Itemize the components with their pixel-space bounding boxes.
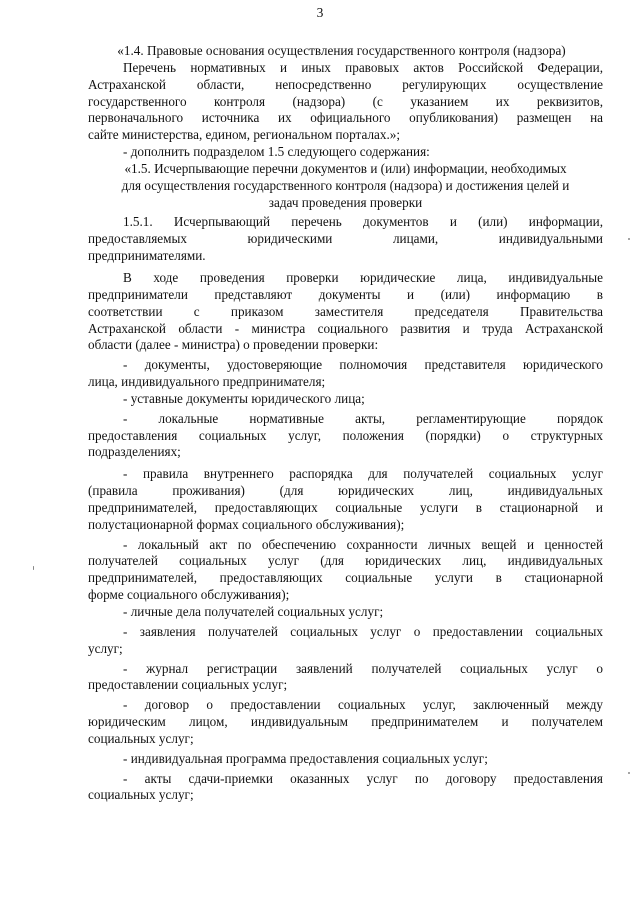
intro-paragraph xyxy=(88,270,603,354)
document-list-item xyxy=(88,411,603,462)
text-line: Астраханской области, непосредственно регулирующих осуществление xyxy=(88,76,603,92)
text-line: (правила проживания) (для юридических лиц, индивидуальных xyxy=(88,483,603,499)
text-line: предпринимателей, предоставляющих социальные услуги в стационарной и xyxy=(88,499,603,515)
page-number: 3 xyxy=(316,5,324,20)
text-line: - локальный акт по обеспечению сохранности личных вещей и ценностей xyxy=(123,536,603,552)
text-line: юридическим лицом, индивидуальным предпринимателем и получателем xyxy=(88,714,603,730)
text-line: Перечень нормативных и иных правовых актов Российской Федерации, xyxy=(123,59,603,75)
section-1-4-title: «1.4. Правовые основания осуществления государственного контроля (надзора) xyxy=(117,43,566,58)
text-line: предоставляемых юридическими лицами, индивидуальными xyxy=(88,231,603,247)
text-line: - уставные документы юридического лица; xyxy=(123,390,365,406)
document-list-item xyxy=(88,661,603,695)
text-line: Астраханской области - министра социального развития и труда Астраханской xyxy=(88,320,603,336)
text-line: - журнал регистрации заявлений получателей социальных услуг о xyxy=(123,660,603,676)
document-list-item xyxy=(88,771,603,805)
text-line: полустационарной формах социального обслуживания); xyxy=(88,516,405,532)
text-line: лица, индивидуального предпринимателя; xyxy=(88,374,326,390)
text-line: - заявления получателей социальных услуг о предоставлении социальных xyxy=(123,623,603,639)
text-line: соответствии с приказом заместителя председателя Правительства xyxy=(88,303,603,319)
document-list-item xyxy=(88,466,603,533)
document-list-item xyxy=(88,624,603,658)
document-list-item xyxy=(88,391,603,408)
scan-speck xyxy=(628,772,630,774)
text-line: 1.5.1. Исчерпывающий перечень документов и (или) информации, xyxy=(123,214,603,230)
section-1-5-title xyxy=(88,161,603,212)
text-line: подразделениях; xyxy=(88,444,181,460)
document-body xyxy=(88,43,603,804)
text-line: предоставлении социальных услуг; xyxy=(88,677,288,693)
document-list-item xyxy=(88,357,603,391)
document-list-item xyxy=(88,751,603,768)
text-line: предпринимателей, предоставляющих социальные услуги в стационарной xyxy=(88,570,603,586)
scan-speck xyxy=(33,566,34,570)
text-line: форме социального обслуживания); xyxy=(88,587,290,603)
text-line: - локальные нормативные акты, регламентирующие порядок xyxy=(123,410,603,426)
text-line: - индивидуальная программа предоставления социальных услуг; xyxy=(123,750,488,766)
text-line: - правила внутреннего распорядка для получателей социальных услуг xyxy=(123,466,603,482)
text-line: - документы, удостоверяющие полномочия представителя юридического xyxy=(123,357,603,373)
document-list-item xyxy=(88,537,603,604)
text-line: В ходе проведения проверки юридические лица, индивидуальные xyxy=(123,269,603,285)
document-list-item xyxy=(88,697,603,748)
text-line: - личные дела получателей социальных услуг; xyxy=(123,604,384,619)
text-line: получателей социальных услуг (для юридических лиц, индивидуальных xyxy=(88,553,603,569)
paragraph-1-5-1 xyxy=(88,214,603,265)
text-line: социальных услуг; xyxy=(88,787,194,803)
text-line: предпринимателями. xyxy=(88,248,206,264)
amendment-instruction: - дополнить подразделом 1.5 следующего содержания: xyxy=(123,144,430,160)
text-line: первоначального источника их официального опубликования) размещен на xyxy=(88,110,603,126)
scan-speck xyxy=(628,238,630,240)
section-1-4-text xyxy=(88,60,603,144)
text-line: государственного контроля (надзора) (с указанием их реквизитов, xyxy=(88,93,603,109)
document-list-item xyxy=(88,604,603,621)
text-line: предприниматели представляют документы и (или) информацию в xyxy=(88,286,603,302)
text-line: области (далее - министра) о проведении проверки: xyxy=(88,337,379,353)
text-line: предоставления социальных услуг, положения (порядки) о структурных xyxy=(88,427,603,443)
title-line: задач проведения проверки xyxy=(268,194,423,210)
text-line: - акты сдачи-приемки оказанных услуг по договору предоставления xyxy=(123,770,603,786)
title-line: для осуществления государственного контроля (надзора) и достижения целей и xyxy=(121,177,570,193)
title-line: «1.5. Исчерпывающие перечни документов и (или) информации, необходимых xyxy=(124,160,567,176)
text-line: услуг; xyxy=(88,640,123,656)
text-line: сайте министерства, едином, региональном порталах.»; xyxy=(88,127,401,143)
text-line: - договор о предоставлении социальных услуг, заключенный между xyxy=(123,697,603,713)
text-line: социальных услуг; xyxy=(88,730,194,746)
